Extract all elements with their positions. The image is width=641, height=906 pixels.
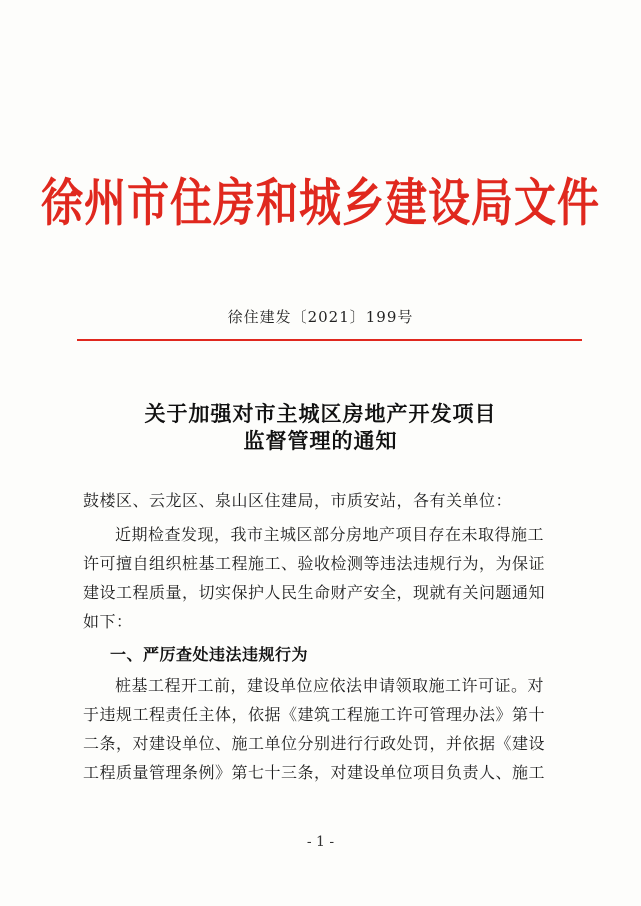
paragraph-line: 近期检查发现，我市主城区部分房地产项目存在未取得施工 (115, 525, 545, 544)
paragraph-line: 许可擅自组织桩基工程施工、验收检测等违法违规行为，为保证 (83, 554, 546, 573)
header-divider (77, 339, 582, 341)
document-header-title: 徐州市住房和城乡建设局文件 (40, 172, 600, 233)
notice-title-line-2: 监督管理的通知 (243, 428, 398, 453)
paragraph-line: 于违规工程责任主体，依据《建筑工程施工许可管理办法》第十 (83, 705, 546, 724)
paragraph-line: 二条，对建设单位、施工单位分别进行行政处罚，并依据《建设 (83, 734, 546, 753)
paragraph-line: 桩基工程开工前，建设单位应依法申请领取施工许可证。对 (115, 676, 545, 695)
document-number: 徐住建发〔2021〕199号 (227, 308, 414, 326)
section-heading: 一、严厉查处违法违规行为 (110, 645, 309, 664)
paragraph-line: 如下： (83, 612, 133, 631)
paragraph-line: 建设工程质量，切实保护人民生命财产安全，现就有关问题通知 (83, 583, 546, 602)
recipients-line: 鼓楼区、云龙区、泉山区住建局，市质安站，各有关单位： (83, 491, 513, 510)
paragraph-line: 工程质量管理条例》第七十三条，对建设单位项目负责人、施工 (83, 763, 546, 782)
page-number: - 1 - (306, 834, 335, 850)
notice-title-line-1: 关于加强对市主城区房地产开发项目 (144, 401, 497, 426)
